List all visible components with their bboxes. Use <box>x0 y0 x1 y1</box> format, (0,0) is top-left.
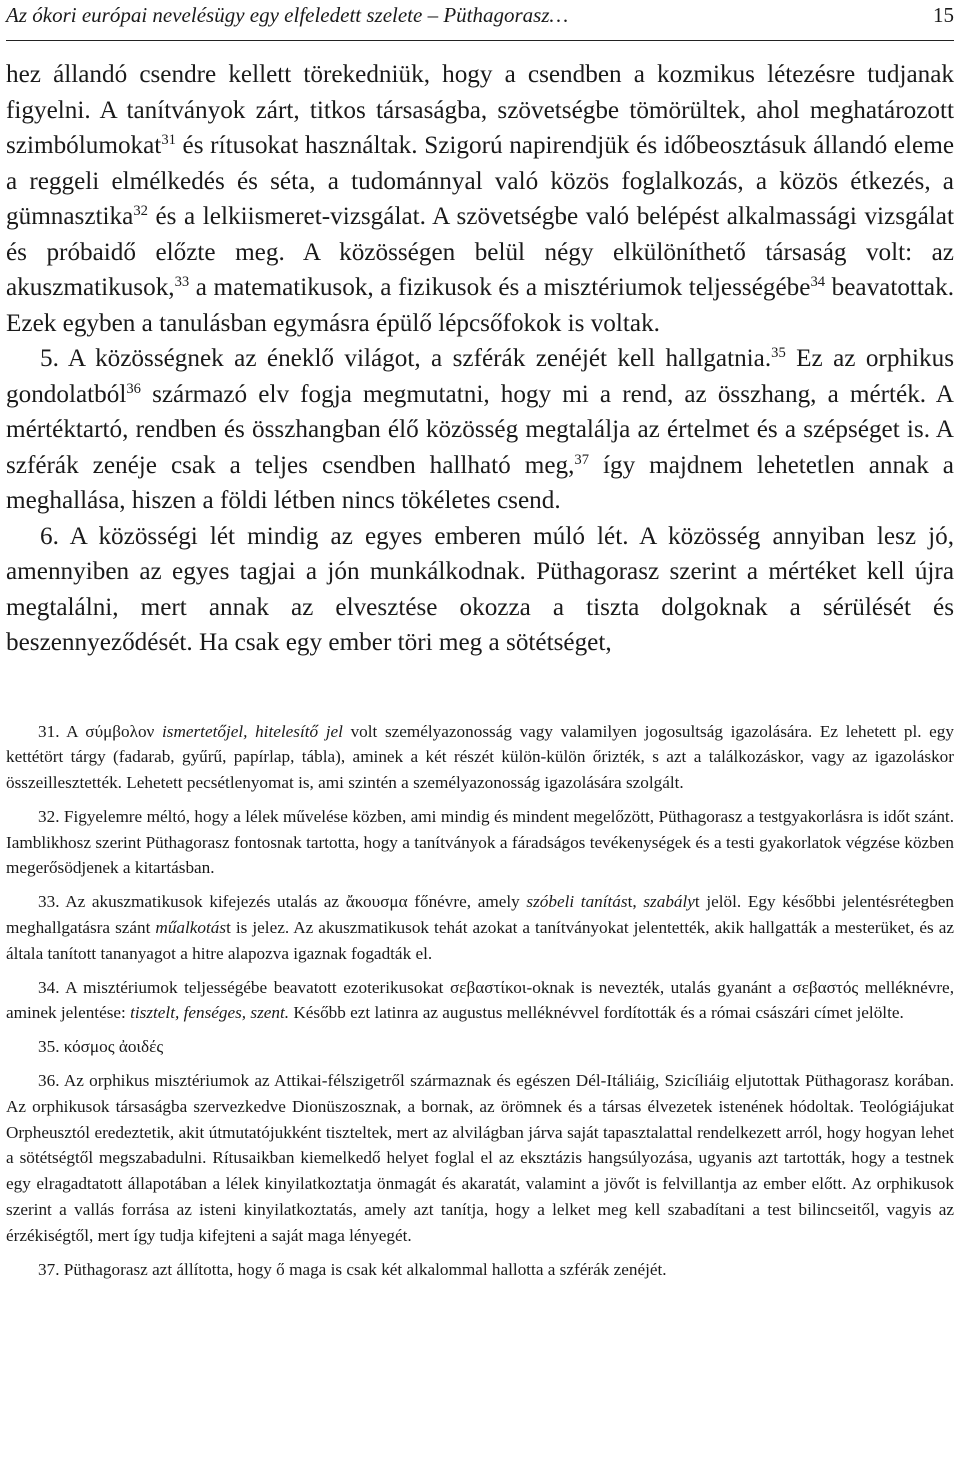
text-run: hez állandó csendre kellett törekedniük, hogy a csendben a kozmikus létezésre tudjanak figyelni. A tanítványok zárt, titkos társaságba, szövetségbe tömörültek, ahol meghatározott szimbólumokat <box>6 61 954 159</box>
footnote-ref-35[interactable]: 35 <box>771 344 786 361</box>
text-run: Később ezt latinra az augustus melléknévvel fordították és a római császári címet jelölte. <box>289 1003 904 1023</box>
footnote-ref-33[interactable]: 33 <box>174 273 190 290</box>
running-title: Az ókori európai nevelésügy egy elfeledett szelete – Püthagorasz… <box>6 3 569 27</box>
footnote-ref-32[interactable]: 32 <box>133 202 148 219</box>
text-run: a matematikusok, a fizikusok és a misztériumok teljességébe <box>189 274 811 301</box>
footnote-ref-31[interactable]: 31 <box>161 131 176 148</box>
text-run: származó elv fogja megmutatni, hogy mi a rend, az összhang, a mérték. A mértéktartó, rendben és összhangban élő közösség megtalálja az értelmet és a szépséget is. A szférák zenéje csak a teljes csendben hallható meg, <box>6 380 954 479</box>
text-run: Ez az orphikus gondolatból <box>6 345 954 408</box>
text-run: t, <box>627 892 644 912</box>
running-header <box>6 0 954 41</box>
paragraph-2 <box>6 341 954 519</box>
footnote-37: 37. Püthagorasz azt állította, hogy ő maga is csak két alkalommal hallotta a szférák zenéjét. <box>38 1259 667 1279</box>
footnote-35: 35. κόσμος ἀοιδές <box>38 1037 164 1057</box>
text-run: t is jelez. Az akuszmatikusok tehát azokat a tanítványokat jelentették, akik hallgatták a mesterüket, és az általa tanított tananyagot a hitre alapozva igaznak fogadták el. <box>6 918 954 963</box>
text-run: 5. A közösségnek az éneklő világot, a szférák zenéjét kell hallgatnia. <box>40 345 772 372</box>
footnotes <box>6 719 954 1283</box>
text-run: 33. Az akuszmatikusok kifejezés utalás az ἄκουσμα főnévre, amely <box>38 892 527 912</box>
book-page <box>6 0 954 1290</box>
footnote-31 <box>6 719 954 796</box>
paragraph-1 <box>6 57 954 341</box>
italic-run: szabály <box>643 892 695 912</box>
text-run: 31. A σύμβολον <box>38 721 162 741</box>
text-run: t jelöl. Egy későbbi jelentésrétegben meghallgatásra szánt <box>6 892 955 938</box>
italic-run: tisztelt, fenséges, szent. <box>130 1003 290 1023</box>
text-run: és a lelkiismeret-vizsgálat. A szövetségbe való belépést alkalmassági vizsgálat és próbaidő előzte meg. A közösségen belül négy elkülöníthető társaság volt: az akuszmatikusok, <box>6 203 954 301</box>
text-run: így majdnem lehetetlen annak a meghallása, hiszen a földi létben nincs tökéletes csend. <box>6 451 954 514</box>
italic-run: szóbeli tanítás <box>526 892 628 912</box>
paragraph-3: 6. A közösségi lét mindig az egyes emberen múló lét. A közösség annyiban lesz jó, amennyiben az egyes tagjai a jón munkálkodnak. Püthagorasz szerint a mértéket kell újra megtalálni, mert annak az elvesztése okozza a tiszta dolgoknak a sérülését és beszennyeződését. Ha csak egy ember töri meg a sötétséget, <box>6 522 954 656</box>
text-run: volt személyazonosság vagy valamilyen jogosultság igazolására. Ez lehetett pl. egy kettétört tárgy (fadarab, gyűrű, papírlap, tábla), aminek a két részét külön-külön őrizték, s azt a találkozáskor, vagy az igazoláskor összeillesztették. Lehetett pecsétlenyomat is, ami szintén a személyazonosság igazolására szolgált. <box>6 721 954 793</box>
footnote-36: 36. Az orphikus misztériumok az Attikai-félszigetről származnak és egészen Dél-Itáliáig, Szicíliáig eljutottak Püthagorasz korában. Az orphikusok társaságba szervezkedve Dionüszosznak, a bornak, az örömnek és a társas élvezetek istenének hódoltak. Teológiájukat Orpheusztól eredeztetik, akit útmutatójukként tiszteltek, mert az alvilágban járva saját tapasztalattal rendelkezett arról, hogy hogyan lehet a sötétségtől megszabadulni. Rítusaikban kiemelkedő helyet foglal el az eksztázis hangsúlyozása, ugyanis azt tartották, hogy a testnek egy elragadtatott állapotában a lélek kinyilatkoztatja önmagát és akaratát, valamint a jövőt is felvillantja az ember előtt. Az orphikusok szerint a vallás forrása az isteni kinyilatkoztatás, amely azt tanítja, hogy a lelket meg kell szabadítani a test bilincseitől, vagyis az érzékiségtől, mert így tudja kifejteni a saját maga lényegét. <box>6 1071 954 1245</box>
text-run: 34. A misztériumok teljességébe beavatott ezoterikusokat σεβαστίκοι-oknak is nevezték, utalás gyanánt a σεβαστός melléknévre, aminek jelentése: <box>6 977 954 1023</box>
italic-run: ismertetőjel, hitelesítő jel <box>161 721 343 741</box>
text-run: beavatottak. Ezek egyben a tanulásban egymásra épülő lépcsőfokok is voltak. <box>6 274 955 337</box>
text-run: és rítusokat használtak. Szigorú napirendjük és időbeosztásuk állandó eleme a reggeli elmélkedés és séta, a tudománnyal való közös foglalkozás, a közös étkezés, a gümnasztika <box>6 132 954 230</box>
italic-run: műalkotás <box>155 918 227 938</box>
footnote-32: 32. Figyelemre méltó, hogy a lélek művelése közben, ami mindig és mindent megelőzött, Püthagorasz a testgyakorlásra is időt szánt. Iamblikhosz szerint Püthagorasz fontosnak tartotta, hogy a tanítványok a fáradságos tevékenységek és a testi gyakorlatok végzése közben megerősödjenek a kitartásban. <box>6 806 954 878</box>
page-number: 15 <box>933 3 954 27</box>
footnote-ref-36[interactable]: 36 <box>126 380 141 397</box>
footnote-ref-34[interactable]: 34 <box>810 273 826 290</box>
main-text <box>6 57 954 661</box>
footnote-33 <box>6 889 954 966</box>
footnote-34 <box>6 975 954 1027</box>
footnote-ref-37[interactable]: 37 <box>574 451 590 468</box>
